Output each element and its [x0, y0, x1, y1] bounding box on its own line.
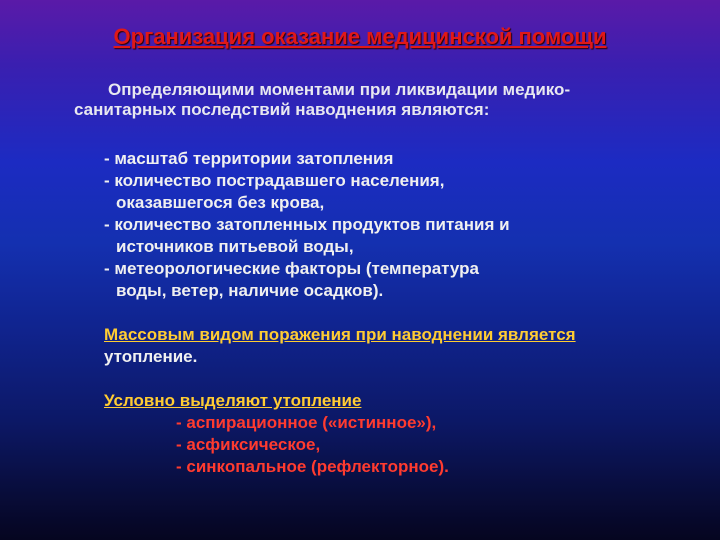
drowning-type-item: - синкопальное (рефлекторное). [176, 457, 449, 476]
slide-title: Организация оказание медицинской помощи [113, 24, 607, 49]
drowning-type-item: - асфиксическое, [176, 435, 321, 454]
factor-item-continuation: оказавшегося без крова, [116, 193, 325, 212]
factor-item: - количество затопленных продуктов питания и [104, 215, 510, 234]
mass-injury-highlight: Массовым видом поражения при наводнении является [104, 325, 576, 344]
drowning-types-section [104, 390, 684, 478]
factor-item: - масштаб территории затопления [104, 149, 394, 168]
factors-list [104, 148, 664, 302]
intro-paragraph [74, 80, 674, 120]
factor-item-continuation: воды, ветер, наличие осадков). [116, 281, 384, 300]
drowning-types-list [104, 412, 684, 478]
intro-line-2: санитарных последствий наводнения являются: [74, 100, 490, 119]
factor-item: - количество пострадавшего населения, [104, 171, 445, 190]
factor-item-continuation: источников питьевой воды, [116, 237, 354, 256]
factor-item: - метеорологические факторы (температура [104, 259, 480, 278]
drowning-types-heading: Условно выделяют утопление [104, 391, 362, 410]
intro-line-1: Определяющими моментами при ликвидации медико- [108, 80, 571, 99]
mass-injury-rest: утопление. [104, 347, 198, 366]
mass-injury-paragraph [104, 324, 684, 368]
drowning-type-item: - аспирационное («истинное»), [176, 413, 437, 432]
